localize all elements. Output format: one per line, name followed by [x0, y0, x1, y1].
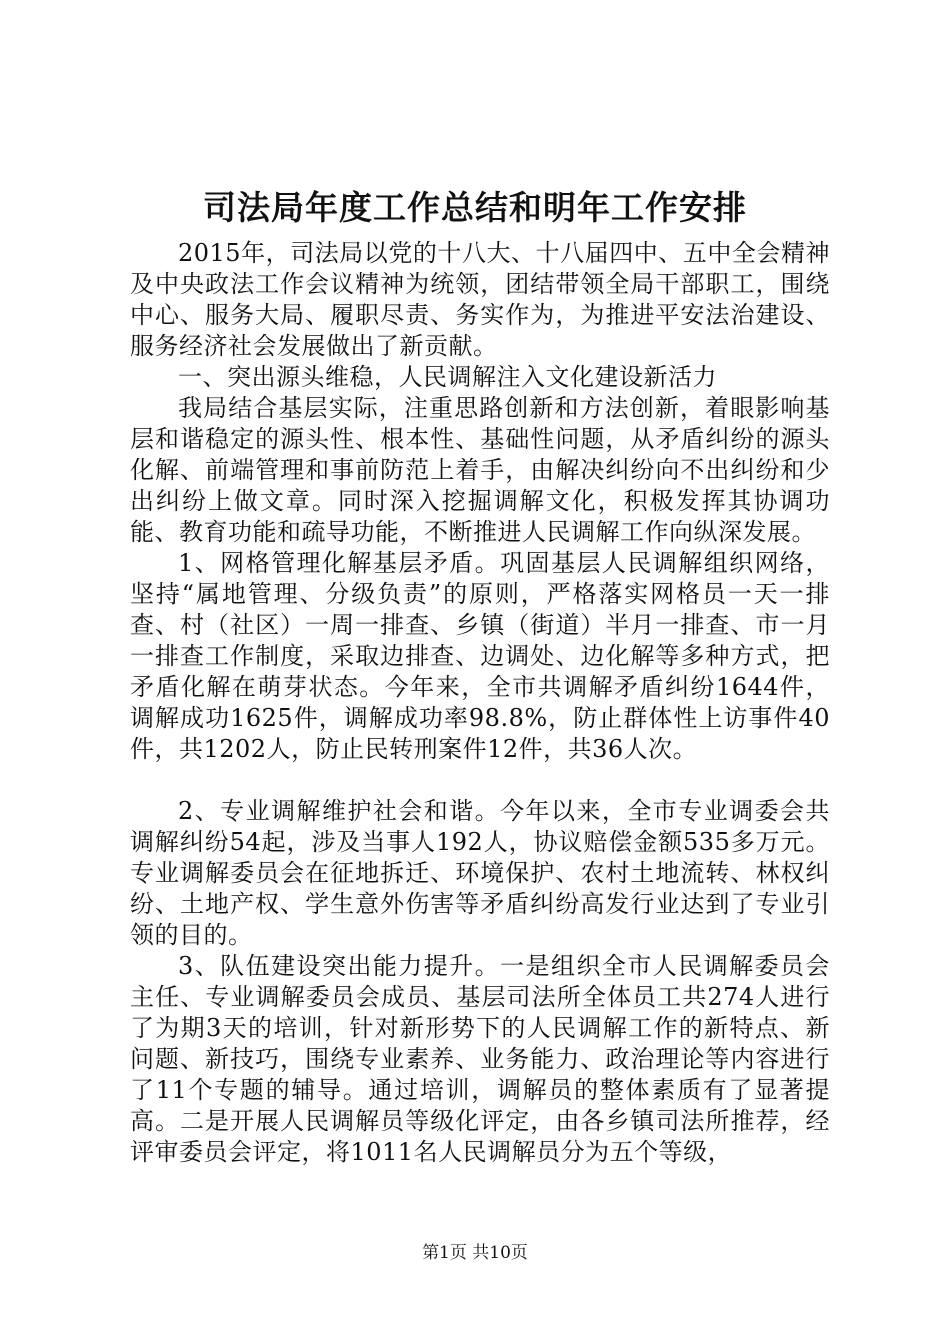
document-body: [130, 238, 830, 1168]
paragraph-intro: 2015年，司法局以党的十八大、十八届四中、五中全会精神及中央政法工作会议精神为统领，团结带领全局干部职工，围绕中心、服务大局、履职尽责、务实作为，为推进平安法治建设、服务经济社会发展做出了新贡献。: [130, 239, 830, 360]
paragraph-item-1: 1、网格管理化解基层矛盾。巩固基层人民调解组织网络，坚持“属地管理、分级负责”的原则，严格落实网格员一天一排查、村（社区）一周一排查、乡镇（街道）半月一排查、市一月一排查工作制度，采取边排查、边调处、边化解等多种方式，把矛盾化解在萌芽状态。今年来，全市共调解矛盾纠纷1644件，调解成功1625件，调解成功率98.8%，防止群体性上访事件40件，共1202人，防止民转刑案件12件，共36人次。: [130, 549, 830, 763]
paragraph-item-3: 3、队伍建设突出能力提升。一是组织全市人民调解委员会主任、专业调解委员会成员、基层司法所全体员工共274人进行了为期3天的培训，针对新形势下的人民调解工作的新特点、新问题、新技巧，围绕专业素养、业务能力、政治理论等内容进行了11个专题的辅导。通过培训，调解员的整体素质有了显著提高。二是开展人民调解员等级化评定，由各乡镇司法所推荐，经评审委员会评定，将1011名人民调解员分为五个等级，: [130, 952, 830, 1166]
paragraph-item-2: 2、专业调解维护社会和谐。今年以来，全市专业调委会共调解纠纷54起，涉及当事人192人，协议赔偿金额535多万元。专业调解委员会在征地拆迁、环境保护、农村土地流转、林权纠纷、土地产权、学生意外伤害等矛盾纠纷高发行业达到了专业引领的目的。: [130, 797, 830, 949]
section-heading-1: 一、突出源头维稳，人民调解注入文化建设新活力: [178, 363, 717, 391]
document-title: 司法局年度工作总结和明年工作安排: [203, 188, 747, 227]
paragraph-section-1: 我局结合基层实际，注重思路创新和方法创新，着眼影响基层和谐稳定的源头性、根本性、基础性问题，从矛盾纠纷的源头化解、前端管理和事前防范上着手，由解决纠纷向不出纠纷和少出纠纷上做文章。同时深入挖掘调解文化，积极发挥其协调功能、教育功能和疏导功能，不断推进人民调解工作向纵深发展。: [130, 394, 830, 546]
page-number-footer: 第1页 共10页: [422, 1243, 528, 1263]
